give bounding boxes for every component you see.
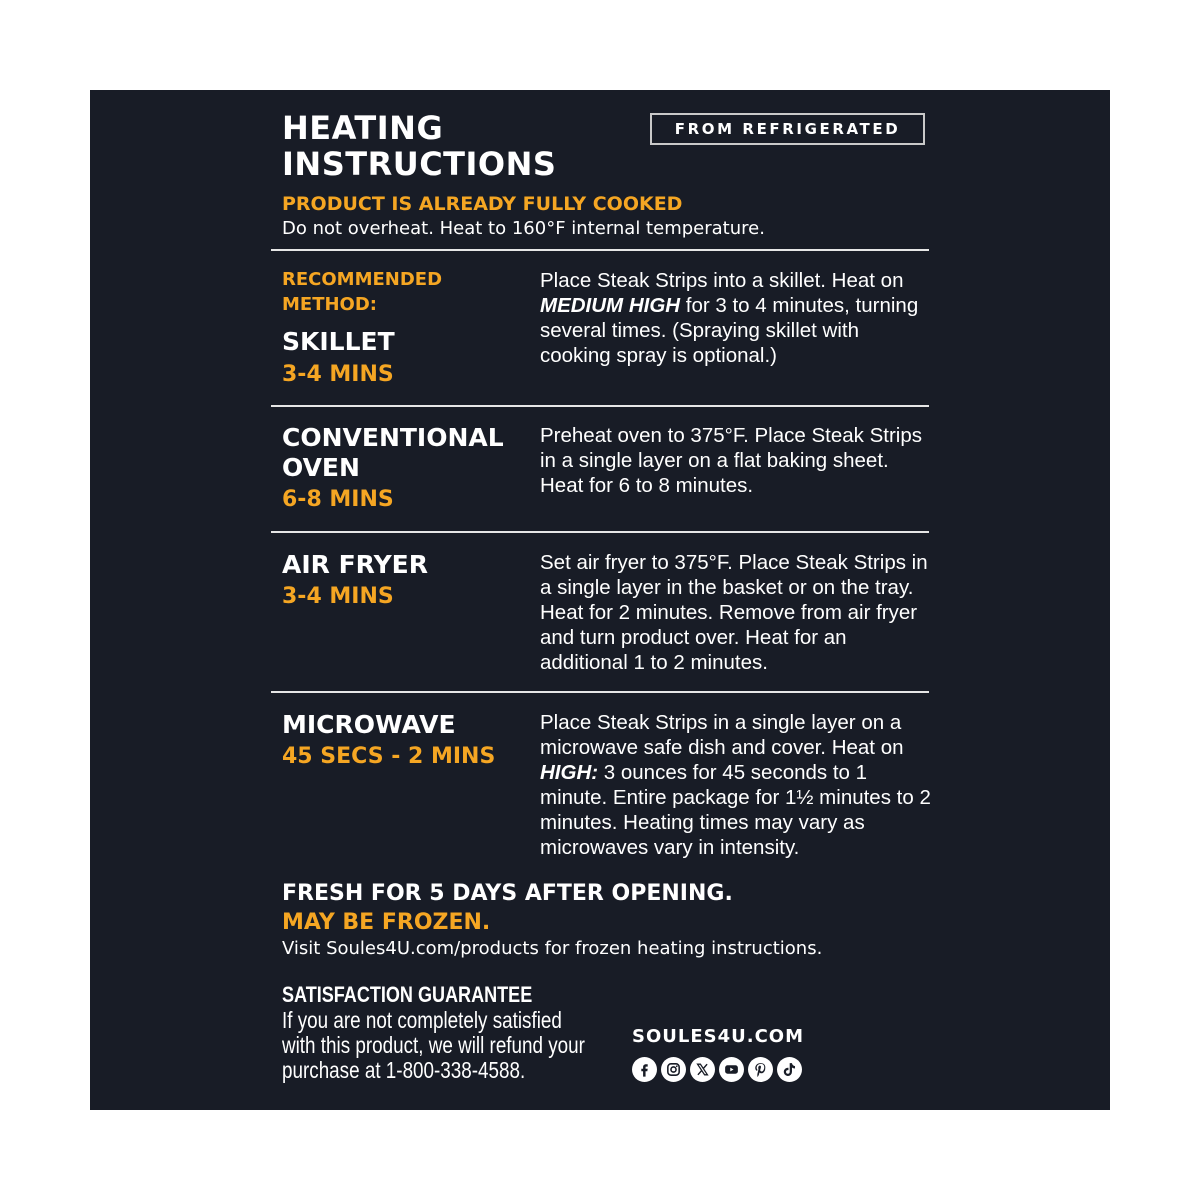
divider <box>271 691 929 693</box>
fully-cooked-notice: PRODUCT IS ALREADY FULLY COOKED <box>282 193 683 215</box>
storage-notice <box>282 879 733 937</box>
oven-time: 6-8 MINS <box>282 487 394 512</box>
oven-instructions: Preheat oven to 375°F. Place Steak Strips in a single layer on a flat baking sheet. Heat for 6 to 8 minutes. <box>540 424 922 497</box>
microwave-instructions <box>540 710 935 860</box>
may-be-frozen-text: MAY BE FROZEN. <box>282 910 491 935</box>
youtube-icon <box>719 1057 744 1082</box>
title-line-1: HEATING <box>282 109 444 147</box>
guarantee-text: If you are not completely satisfied with this product, we will refund your purchase at 1-800-338-4588. <box>282 1007 585 1083</box>
oven-title-line-2: OVEN <box>282 453 360 482</box>
skillet-title: SKILLET <box>282 327 395 356</box>
oven-title-line-1: CONVENTIONAL <box>282 423 504 452</box>
skillet-instructions <box>540 268 935 368</box>
microwave-desc-post: 3 ounces for 45 seconds to 1 minute. Entire package for 1½ minutes to 2 minutes. Heating times may vary as microwaves vary in intensity. <box>540 761 931 859</box>
recommended-label: RECOMMENDED <box>282 269 443 290</box>
air-fryer-section <box>282 550 428 612</box>
microwave-heat-level: HIGH: <box>540 761 599 784</box>
skillet-heat-level: MEDIUM HIGH <box>540 294 681 317</box>
refrigerated-badge: FROM REFRIGERATED <box>650 113 925 145</box>
website-link: SOULES4U.COM <box>632 1026 805 1047</box>
skillet-desc-post: for 3 to 4 minutes, turning several times. (Spraying skillet with cooking spray is optional.) <box>540 294 919 367</box>
overheat-warning: Do not overheat. Heat to 160°F internal temperature. <box>282 218 765 239</box>
guarantee-title: SATISFACTION GUARANTEE <box>282 982 533 1007</box>
facebook-icon <box>632 1057 657 1082</box>
skillet-time: 3-4 MINS <box>282 362 394 387</box>
skillet-desc-pre: Place Steak Strips into a skillet. Heat on <box>540 269 904 292</box>
tiktok-icon <box>777 1057 802 1082</box>
microwave-section <box>282 710 495 772</box>
fresh-days-text: FRESH FOR 5 DAYS AFTER OPENING. <box>282 881 733 906</box>
divider <box>271 249 929 251</box>
skillet-section <box>282 267 442 390</box>
social-icons <box>632 1057 802 1082</box>
divider <box>271 405 929 407</box>
air-fryer-time: 3-4 MINS <box>282 584 394 609</box>
air-fryer-instructions: Set air fryer to 375°F. Place Steak Strips in a single layer in the basket or on the tray. Heat for 2 minutes. Remove from air fryer and turn product over. Heat for an additional 1 to 2 minutes. <box>540 551 928 674</box>
oven-section <box>282 423 504 515</box>
divider <box>271 531 929 533</box>
page-title <box>282 110 602 182</box>
method-label: METHOD: <box>282 294 377 315</box>
microwave-desc-pre: Place Steak Strips in a single layer on a microwave safe dish and cover. Heat on <box>540 711 904 759</box>
title-line-2: INSTRUCTIONS <box>282 145 557 183</box>
visit-website-text: Visit Soules4U.com/products for frozen heating instructions. <box>282 938 823 959</box>
microwave-time: 45 SECS - 2 MINS <box>282 744 496 769</box>
microwave-title: MICROWAVE <box>282 710 456 739</box>
air-fryer-title: AIR FRYER <box>282 550 428 579</box>
x-icon <box>690 1057 715 1082</box>
pinterest-icon <box>748 1057 773 1082</box>
instagram-icon <box>661 1057 686 1082</box>
